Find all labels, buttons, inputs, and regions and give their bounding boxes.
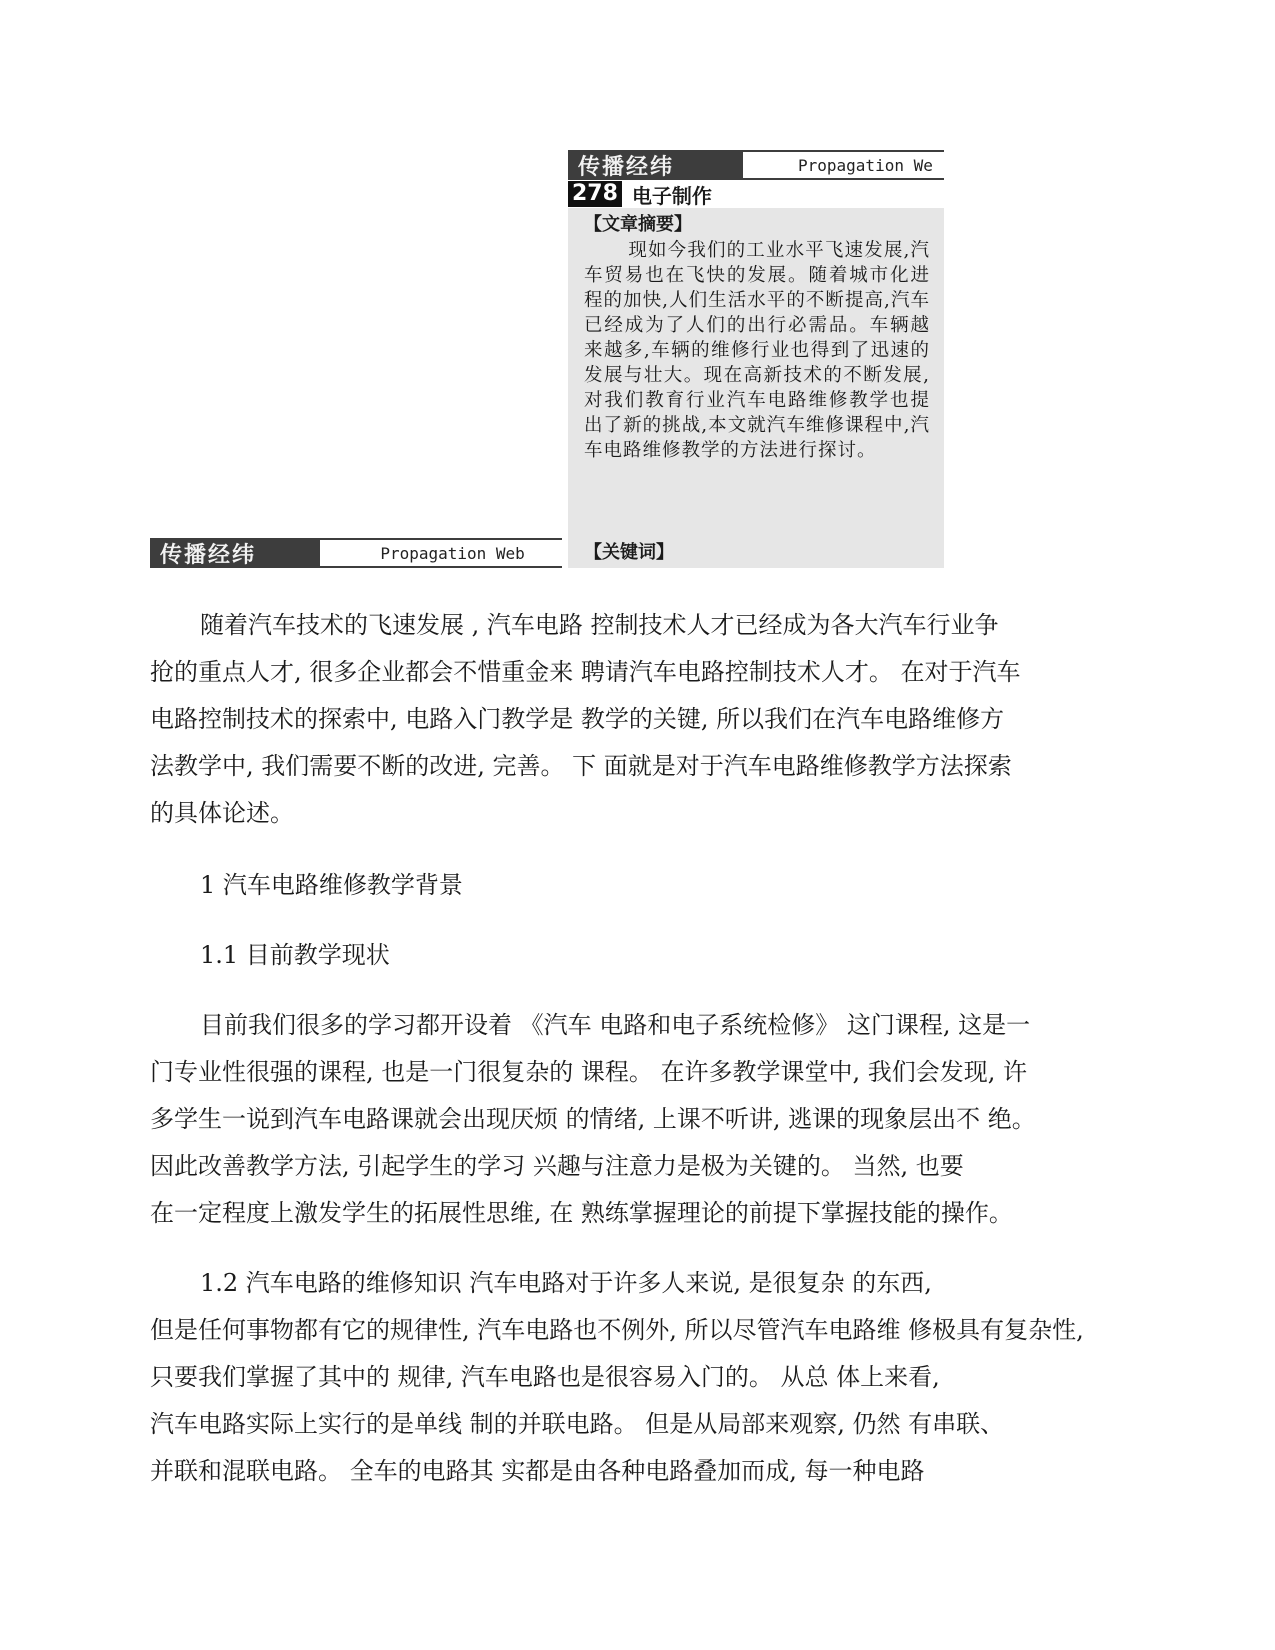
paragraph-2-line: 门专业性很强的课程, 也是一门很复杂的 课程。 在许多教学课堂中, 我们会发现, 许 — [150, 1058, 1028, 1086]
paragraph-2-line: 因此改善教学方法, 引起学生的学习 兴趣与注意力是极为关键的。 当然, 也要 — [150, 1152, 964, 1180]
paragraph-3-line: 并联和混联电路。 全车的电路其 实都是由各种电路叠加而成, 每一种电路 — [150, 1457, 925, 1485]
paragraph-3-line: 汽车电路实际上实行的是单线 制的并联电路。 但是从局部来观察, 仍然 有串联、 — [150, 1410, 1005, 1438]
header-web-label: Propagation Web — [320, 538, 562, 568]
paragraph-2-line: 在一定程度上激发学生的拓展性思维, 在 熟练掌握理论的前提下掌握技能的操作。 — [150, 1199, 1013, 1227]
page-number: 278 — [568, 181, 622, 207]
paragraph-1-line: 的具体论述。 — [150, 799, 294, 827]
paragraph-1-line: 抢的重点人才, 很多企业都会不惜重金来 聘请汽车电路控制技术人才。 在对于汽车 — [150, 658, 1021, 686]
paragraph-3-line: 1.2 汽车电路的维修知识 汽车电路对于许多人来说, 是很复杂 的东西, — [200, 1269, 932, 1297]
clipping-brand: 传播经纬 — [568, 150, 743, 180]
page-header-strip — [150, 538, 562, 568]
paragraph-3-line: 只要我们掌握了其中的 规律, 汽车电路也是很容易入门的。 从总 体上来看, — [150, 1363, 940, 1391]
heading-1-1: 1.1 目前教学现状 — [200, 941, 390, 969]
journal-clipping — [568, 150, 944, 568]
abstract-label: 【文章摘要】 — [584, 214, 692, 235]
paragraph-2-line: 目前我们很多的学习都开设着 《汽车 电路和电子系统检修》 这门课程, 这是一 — [200, 1011, 1031, 1039]
keywords-label: 【关键词】 — [584, 542, 674, 563]
paragraph-1-line: 电路控制技术的探索中, 电路入门教学是 教学的关键, 所以我们在汽车电路维修方 — [150, 705, 1005, 733]
paragraph-1-line: 法教学中, 我们需要不断的改进, 完善。 下 面就是对于汽车电路维修教学方法探索 — [150, 752, 1012, 780]
clipping-subhead — [568, 180, 944, 208]
section-name: 电子制作 — [631, 183, 712, 208]
paragraph-2-line: 多学生一说到汽车电路课就会出现厌烦 的情绪, 上课不听讲, 逃课的现象层出不 绝。 — [150, 1105, 1036, 1133]
header-brand: 传播经纬 — [150, 538, 320, 568]
heading-1: 1 汽车电路维修教学背景 — [200, 871, 463, 899]
clipping-web-label: Propagation We — [743, 150, 944, 180]
abstract-text: 现如今我们的工业水平飞速发展,汽车贸易也在飞快的发展。随着城市化进程的加快,人们生活水平的不断提高,汽车已经成为了人们的出行必需品。车辆越来越多,车辆的维修行业也得到了迅速的发展与壮大。现在高新技术的不断发展,对我们教育行业汽车电路维修教学也提出了新的挑战,本文就汽车维修课程中,汽车电路维修教学的方法进行探讨。 — [584, 240, 930, 461]
paragraph-3-line: 但是任何事物都有它的规律性, 汽车电路也不例外, 所以尽管汽车电路维 修极具有复杂性, — [150, 1316, 1084, 1344]
clipping-header-strip — [568, 150, 944, 180]
paragraph-1-line: 随着汽车技术的飞速发展 , 汽车电路 控制技术人才已经成为各大汽车行业争 — [200, 611, 999, 639]
